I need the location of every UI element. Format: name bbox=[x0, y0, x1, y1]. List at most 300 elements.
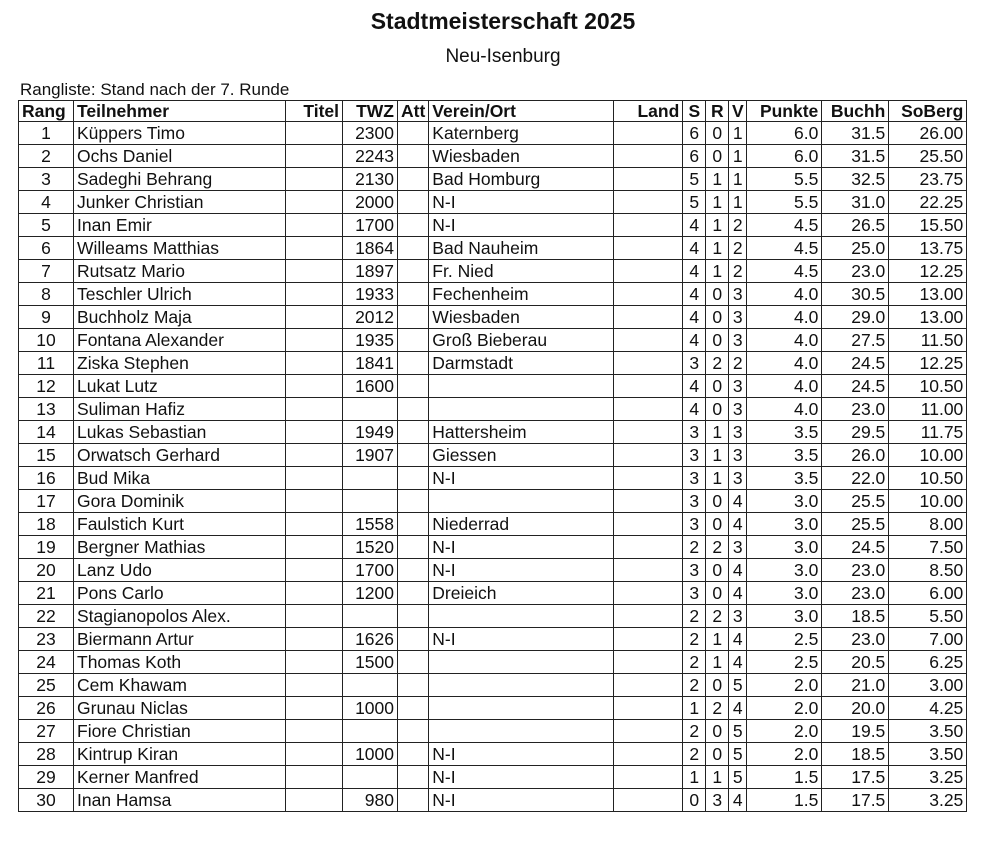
cell-att bbox=[398, 513, 429, 536]
cell-titel bbox=[286, 536, 343, 559]
cell-titel bbox=[286, 651, 343, 674]
cell-twz: 1600 bbox=[343, 375, 398, 398]
col-header-verein: Verein/Ort bbox=[429, 101, 614, 122]
cell-buchh: 21.0 bbox=[822, 674, 889, 697]
cell-r: 0 bbox=[706, 306, 729, 329]
cell-twz: 2243 bbox=[343, 145, 398, 168]
cell-r: 0 bbox=[706, 513, 729, 536]
cell-verein: Wiesbaden bbox=[429, 306, 614, 329]
cell-punkte: 3.5 bbox=[747, 444, 822, 467]
cell-verein: N-I bbox=[429, 628, 614, 651]
cell-v: 3 bbox=[729, 306, 747, 329]
cell-v: 4 bbox=[729, 582, 747, 605]
cell-v: 5 bbox=[729, 674, 747, 697]
cell-punkte: 3.0 bbox=[747, 559, 822, 582]
cell-r: 0 bbox=[706, 720, 729, 743]
cell-titel bbox=[286, 490, 343, 513]
cell-rang: 13 bbox=[19, 398, 74, 421]
cell-verein bbox=[429, 375, 614, 398]
col-header-land: Land bbox=[614, 101, 683, 122]
cell-rang: 1 bbox=[19, 122, 74, 145]
cell-buchh: 30.5 bbox=[822, 283, 889, 306]
cell-verein: N-I bbox=[429, 766, 614, 789]
cell-r: 2 bbox=[706, 605, 729, 628]
cell-twz: 2000 bbox=[343, 191, 398, 214]
standings-caption: Rangliste: Stand nach der 7. Runde bbox=[20, 80, 290, 99]
table-row bbox=[19, 398, 967, 421]
cell-s: 4 bbox=[683, 375, 706, 398]
cell-buchh: 27.5 bbox=[822, 329, 889, 352]
cell-soberg: 5.50 bbox=[889, 605, 967, 628]
table-row bbox=[19, 582, 967, 605]
cell-r: 2 bbox=[706, 697, 729, 720]
cell-punkte: 1.5 bbox=[747, 789, 822, 812]
cell-v: 4 bbox=[729, 651, 747, 674]
cell-r: 2 bbox=[706, 536, 729, 559]
cell-s: 6 bbox=[683, 122, 706, 145]
cell-soberg: 13.75 bbox=[889, 237, 967, 260]
cell-v: 2 bbox=[729, 214, 747, 237]
cell-att bbox=[398, 145, 429, 168]
cell-land bbox=[614, 720, 683, 743]
cell-titel bbox=[286, 605, 343, 628]
cell-v: 3 bbox=[729, 444, 747, 467]
cell-rang: 3 bbox=[19, 168, 74, 191]
cell-punkte: 3.5 bbox=[747, 467, 822, 490]
cell-att bbox=[398, 260, 429, 283]
cell-titel bbox=[286, 283, 343, 306]
cell-buchh: 23.0 bbox=[822, 398, 889, 421]
cell-teilnehmer: Inan Hamsa bbox=[74, 789, 286, 812]
cell-twz bbox=[343, 766, 398, 789]
cell-rang: 12 bbox=[19, 375, 74, 398]
cell-punkte: 1.5 bbox=[747, 766, 822, 789]
table-row bbox=[19, 122, 967, 145]
cell-rang: 7 bbox=[19, 260, 74, 283]
cell-twz: 2300 bbox=[343, 122, 398, 145]
cell-rang: 25 bbox=[19, 674, 74, 697]
cell-s: 3 bbox=[683, 421, 706, 444]
table-row bbox=[19, 628, 967, 651]
cell-s: 3 bbox=[683, 513, 706, 536]
cell-verein bbox=[429, 720, 614, 743]
cell-r: 0 bbox=[706, 329, 729, 352]
cell-teilnehmer: Stagianopolos Alex. bbox=[74, 605, 286, 628]
cell-land bbox=[614, 605, 683, 628]
cell-titel bbox=[286, 421, 343, 444]
cell-teilnehmer: Kerner Manfred bbox=[74, 766, 286, 789]
cell-teilnehmer: Lukat Lutz bbox=[74, 375, 286, 398]
cell-v: 1 bbox=[729, 122, 747, 145]
cell-land bbox=[614, 789, 683, 812]
col-header-v: V bbox=[729, 101, 747, 122]
col-header-att: Att bbox=[398, 101, 429, 122]
cell-soberg: 6.25 bbox=[889, 651, 967, 674]
col-header-rang: Rang bbox=[19, 101, 74, 122]
table-row bbox=[19, 145, 967, 168]
cell-verein: Bad Homburg bbox=[429, 168, 614, 191]
cell-verein: Niederrad bbox=[429, 513, 614, 536]
cell-v: 3 bbox=[729, 398, 747, 421]
cell-att bbox=[398, 214, 429, 237]
cell-rang: 11 bbox=[19, 352, 74, 375]
cell-land bbox=[614, 743, 683, 766]
cell-titel bbox=[286, 375, 343, 398]
cell-teilnehmer: Sadeghi Behrang bbox=[74, 168, 286, 191]
col-header-titel: Titel bbox=[286, 101, 343, 122]
cell-rang: 10 bbox=[19, 329, 74, 352]
cell-teilnehmer: Grunau Niclas bbox=[74, 697, 286, 720]
cell-s: 3 bbox=[683, 352, 706, 375]
col-header-soberg: SoBerg bbox=[889, 101, 967, 122]
cell-att bbox=[398, 444, 429, 467]
cell-twz: 1200 bbox=[343, 582, 398, 605]
cell-r: 1 bbox=[706, 214, 729, 237]
cell-teilnehmer: Suliman Hafiz bbox=[74, 398, 286, 421]
cell-titel bbox=[286, 191, 343, 214]
cell-s: 4 bbox=[683, 237, 706, 260]
table-row bbox=[19, 352, 967, 375]
cell-punkte: 5.5 bbox=[747, 191, 822, 214]
cell-att bbox=[398, 168, 429, 191]
cell-rang: 5 bbox=[19, 214, 74, 237]
cell-soberg: 11.75 bbox=[889, 421, 967, 444]
cell-rang: 6 bbox=[19, 237, 74, 260]
table-row bbox=[19, 191, 967, 214]
cell-att bbox=[398, 490, 429, 513]
cell-soberg: 8.50 bbox=[889, 559, 967, 582]
cell-s: 2 bbox=[683, 628, 706, 651]
cell-s: 3 bbox=[683, 444, 706, 467]
cell-twz: 1700 bbox=[343, 559, 398, 582]
table-row bbox=[19, 168, 967, 191]
cell-soberg: 13.00 bbox=[889, 306, 967, 329]
cell-s: 4 bbox=[683, 214, 706, 237]
cell-twz: 1949 bbox=[343, 421, 398, 444]
table-row bbox=[19, 720, 967, 743]
cell-soberg: 23.75 bbox=[889, 168, 967, 191]
cell-land bbox=[614, 398, 683, 421]
cell-punkte: 3.0 bbox=[747, 536, 822, 559]
cell-r: 1 bbox=[706, 260, 729, 283]
cell-att bbox=[398, 191, 429, 214]
cell-land bbox=[614, 122, 683, 145]
col-header-punkte: Punkte bbox=[747, 101, 822, 122]
cell-att bbox=[398, 467, 429, 490]
cell-s: 2 bbox=[683, 720, 706, 743]
cell-r: 1 bbox=[706, 168, 729, 191]
cell-rang: 21 bbox=[19, 582, 74, 605]
cell-r: 1 bbox=[706, 651, 729, 674]
cell-land bbox=[614, 766, 683, 789]
cell-att bbox=[398, 720, 429, 743]
col-header-twz: TWZ bbox=[343, 101, 398, 122]
cell-titel bbox=[286, 674, 343, 697]
cell-verein: Giessen bbox=[429, 444, 614, 467]
cell-s: 3 bbox=[683, 490, 706, 513]
cell-verein: Bad Nauheim bbox=[429, 237, 614, 260]
cell-buchh: 25.0 bbox=[822, 237, 889, 260]
cell-soberg: 8.00 bbox=[889, 513, 967, 536]
cell-buchh: 25.5 bbox=[822, 490, 889, 513]
cell-punkte: 4.0 bbox=[747, 375, 822, 398]
cell-titel bbox=[286, 122, 343, 145]
cell-verein bbox=[429, 490, 614, 513]
cell-titel bbox=[286, 398, 343, 421]
cell-soberg: 7.00 bbox=[889, 628, 967, 651]
cell-r: 0 bbox=[706, 145, 729, 168]
cell-v: 3 bbox=[729, 375, 747, 398]
cell-v: 3 bbox=[729, 467, 747, 490]
table-row bbox=[19, 605, 967, 628]
cell-verein: N-I bbox=[429, 191, 614, 214]
cell-teilnehmer: Thomas Koth bbox=[74, 651, 286, 674]
cell-punkte: 6.0 bbox=[747, 145, 822, 168]
cell-twz bbox=[343, 605, 398, 628]
table-row bbox=[19, 674, 967, 697]
cell-titel bbox=[286, 145, 343, 168]
cell-rang: 28 bbox=[19, 743, 74, 766]
cell-twz: 1520 bbox=[343, 536, 398, 559]
cell-buchh: 31.5 bbox=[822, 145, 889, 168]
cell-v: 2 bbox=[729, 237, 747, 260]
cell-verein: Fr. Nied bbox=[429, 260, 614, 283]
cell-land bbox=[614, 329, 683, 352]
cell-r: 3 bbox=[706, 789, 729, 812]
cell-teilnehmer: Lukas Sebastian bbox=[74, 421, 286, 444]
cell-rang: 22 bbox=[19, 605, 74, 628]
cell-rang: 30 bbox=[19, 789, 74, 812]
cell-buchh: 18.5 bbox=[822, 743, 889, 766]
cell-buchh: 17.5 bbox=[822, 789, 889, 812]
cell-teilnehmer: Lanz Udo bbox=[74, 559, 286, 582]
cell-land bbox=[614, 191, 683, 214]
cell-twz: 1841 bbox=[343, 352, 398, 375]
cell-s: 6 bbox=[683, 145, 706, 168]
cell-r: 0 bbox=[706, 674, 729, 697]
cell-buchh: 23.0 bbox=[822, 582, 889, 605]
cell-verein: Groß Bieberau bbox=[429, 329, 614, 352]
cell-s: 4 bbox=[683, 398, 706, 421]
cell-land bbox=[614, 490, 683, 513]
cell-twz: 1558 bbox=[343, 513, 398, 536]
cell-rang: 26 bbox=[19, 697, 74, 720]
cell-r: 1 bbox=[706, 467, 729, 490]
cell-att bbox=[398, 375, 429, 398]
cell-rang: 23 bbox=[19, 628, 74, 651]
cell-r: 0 bbox=[706, 122, 729, 145]
cell-att bbox=[398, 743, 429, 766]
table-row bbox=[19, 766, 967, 789]
cell-verein: N-I bbox=[429, 467, 614, 490]
cell-punkte: 3.0 bbox=[747, 513, 822, 536]
cell-soberg: 10.50 bbox=[889, 467, 967, 490]
cell-v: 4 bbox=[729, 513, 747, 536]
cell-s: 2 bbox=[683, 674, 706, 697]
cell-verein: N-I bbox=[429, 559, 614, 582]
cell-teilnehmer: Inan Emir bbox=[74, 214, 286, 237]
cell-rang: 4 bbox=[19, 191, 74, 214]
cell-verein: Fechenheim bbox=[429, 283, 614, 306]
table-row bbox=[19, 513, 967, 536]
cell-punkte: 4.5 bbox=[747, 214, 822, 237]
cell-s: 0 bbox=[683, 789, 706, 812]
table-header-row bbox=[19, 101, 967, 122]
cell-verein: Katernberg bbox=[429, 122, 614, 145]
cell-land bbox=[614, 260, 683, 283]
cell-titel bbox=[286, 743, 343, 766]
cell-land bbox=[614, 582, 683, 605]
cell-teilnehmer: Buchholz Maja bbox=[74, 306, 286, 329]
cell-v: 1 bbox=[729, 145, 747, 168]
col-header-buchh: Buchh bbox=[822, 101, 889, 122]
cell-teilnehmer: Fontana Alexander bbox=[74, 329, 286, 352]
cell-verein bbox=[429, 605, 614, 628]
cell-att bbox=[398, 605, 429, 628]
cell-punkte: 3.0 bbox=[747, 490, 822, 513]
cell-soberg: 11.00 bbox=[889, 398, 967, 421]
cell-buchh: 25.5 bbox=[822, 513, 889, 536]
cell-punkte: 2.5 bbox=[747, 628, 822, 651]
cell-teilnehmer: Orwatsch Gerhard bbox=[74, 444, 286, 467]
cell-teilnehmer: Junker Christian bbox=[74, 191, 286, 214]
cell-s: 3 bbox=[683, 559, 706, 582]
cell-att bbox=[398, 766, 429, 789]
cell-v: 4 bbox=[729, 628, 747, 651]
cell-rang: 17 bbox=[19, 490, 74, 513]
cell-s: 2 bbox=[683, 651, 706, 674]
table-row bbox=[19, 490, 967, 513]
cell-buchh: 26.0 bbox=[822, 444, 889, 467]
table-row bbox=[19, 283, 967, 306]
cell-verein: N-I bbox=[429, 536, 614, 559]
cell-v: 2 bbox=[729, 260, 747, 283]
cell-titel bbox=[286, 513, 343, 536]
cell-rang: 19 bbox=[19, 536, 74, 559]
cell-verein bbox=[429, 697, 614, 720]
cell-punkte: 2.0 bbox=[747, 697, 822, 720]
cell-buchh: 24.5 bbox=[822, 352, 889, 375]
cell-s: 4 bbox=[683, 329, 706, 352]
table-row bbox=[19, 421, 967, 444]
cell-land bbox=[614, 536, 683, 559]
cell-titel bbox=[286, 582, 343, 605]
cell-punkte: 4.5 bbox=[747, 237, 822, 260]
cell-att bbox=[398, 536, 429, 559]
cell-titel bbox=[286, 467, 343, 490]
cell-twz: 2012 bbox=[343, 306, 398, 329]
cell-soberg: 4.25 bbox=[889, 697, 967, 720]
cell-buchh: 26.5 bbox=[822, 214, 889, 237]
cell-rang: 27 bbox=[19, 720, 74, 743]
cell-verein: Darmstadt bbox=[429, 352, 614, 375]
cell-soberg: 3.50 bbox=[889, 720, 967, 743]
cell-buchh: 23.0 bbox=[822, 559, 889, 582]
cell-s: 2 bbox=[683, 743, 706, 766]
table-row bbox=[19, 375, 967, 398]
cell-r: 1 bbox=[706, 444, 729, 467]
cell-punkte: 4.0 bbox=[747, 329, 822, 352]
cell-buchh: 23.0 bbox=[822, 260, 889, 283]
cell-soberg: 25.50 bbox=[889, 145, 967, 168]
cell-twz bbox=[343, 490, 398, 513]
cell-att bbox=[398, 421, 429, 444]
cell-verein: Hattersheim bbox=[429, 421, 614, 444]
cell-att bbox=[398, 398, 429, 421]
cell-punkte: 6.0 bbox=[747, 122, 822, 145]
cell-land bbox=[614, 559, 683, 582]
cell-s: 3 bbox=[683, 467, 706, 490]
cell-verein bbox=[429, 674, 614, 697]
cell-twz: 1700 bbox=[343, 214, 398, 237]
cell-r: 2 bbox=[706, 352, 729, 375]
cell-twz: 2130 bbox=[343, 168, 398, 191]
cell-teilnehmer: Biermann Artur bbox=[74, 628, 286, 651]
cell-titel bbox=[286, 720, 343, 743]
cell-verein: N-I bbox=[429, 743, 614, 766]
cell-teilnehmer: Cem Khawam bbox=[74, 674, 286, 697]
cell-twz: 1500 bbox=[343, 651, 398, 674]
cell-twz: 1000 bbox=[343, 697, 398, 720]
cell-verein: Wiesbaden bbox=[429, 145, 614, 168]
cell-buchh: 32.5 bbox=[822, 168, 889, 191]
cell-punkte: 2.5 bbox=[747, 651, 822, 674]
cell-twz bbox=[343, 467, 398, 490]
cell-land bbox=[614, 145, 683, 168]
cell-twz: 1897 bbox=[343, 260, 398, 283]
cell-r: 0 bbox=[706, 375, 729, 398]
table-row bbox=[19, 651, 967, 674]
cell-titel bbox=[286, 329, 343, 352]
cell-s: 5 bbox=[683, 191, 706, 214]
cell-soberg: 3.00 bbox=[889, 674, 967, 697]
cell-v: 5 bbox=[729, 743, 747, 766]
cell-titel bbox=[286, 628, 343, 651]
cell-teilnehmer: Ziska Stephen bbox=[74, 352, 286, 375]
table-row bbox=[19, 306, 967, 329]
cell-soberg: 13.00 bbox=[889, 283, 967, 306]
cell-buchh: 31.0 bbox=[822, 191, 889, 214]
cell-att bbox=[398, 559, 429, 582]
cell-titel bbox=[286, 766, 343, 789]
cell-s: 2 bbox=[683, 605, 706, 628]
cell-land bbox=[614, 697, 683, 720]
cell-teilnehmer: Pons Carlo bbox=[74, 582, 286, 605]
cell-twz: 1907 bbox=[343, 444, 398, 467]
page-subtitle: Neu-Isenburg bbox=[445, 46, 561, 67]
cell-rang: 8 bbox=[19, 283, 74, 306]
cell-att bbox=[398, 628, 429, 651]
cell-twz: 1626 bbox=[343, 628, 398, 651]
cell-punkte: 4.0 bbox=[747, 352, 822, 375]
cell-v: 4 bbox=[729, 789, 747, 812]
cell-land bbox=[614, 628, 683, 651]
cell-soberg: 12.25 bbox=[889, 260, 967, 283]
cell-verein: N-I bbox=[429, 214, 614, 237]
cell-titel bbox=[286, 306, 343, 329]
cell-v: 3 bbox=[729, 283, 747, 306]
cell-r: 0 bbox=[706, 559, 729, 582]
cell-att bbox=[398, 582, 429, 605]
cell-rang: 29 bbox=[19, 766, 74, 789]
cell-v: 5 bbox=[729, 766, 747, 789]
cell-titel bbox=[286, 559, 343, 582]
cell-teilnehmer: Rutsatz Mario bbox=[74, 260, 286, 283]
cell-twz: 1864 bbox=[343, 237, 398, 260]
cell-r: 1 bbox=[706, 421, 729, 444]
cell-soberg: 12.25 bbox=[889, 352, 967, 375]
cell-titel bbox=[286, 260, 343, 283]
